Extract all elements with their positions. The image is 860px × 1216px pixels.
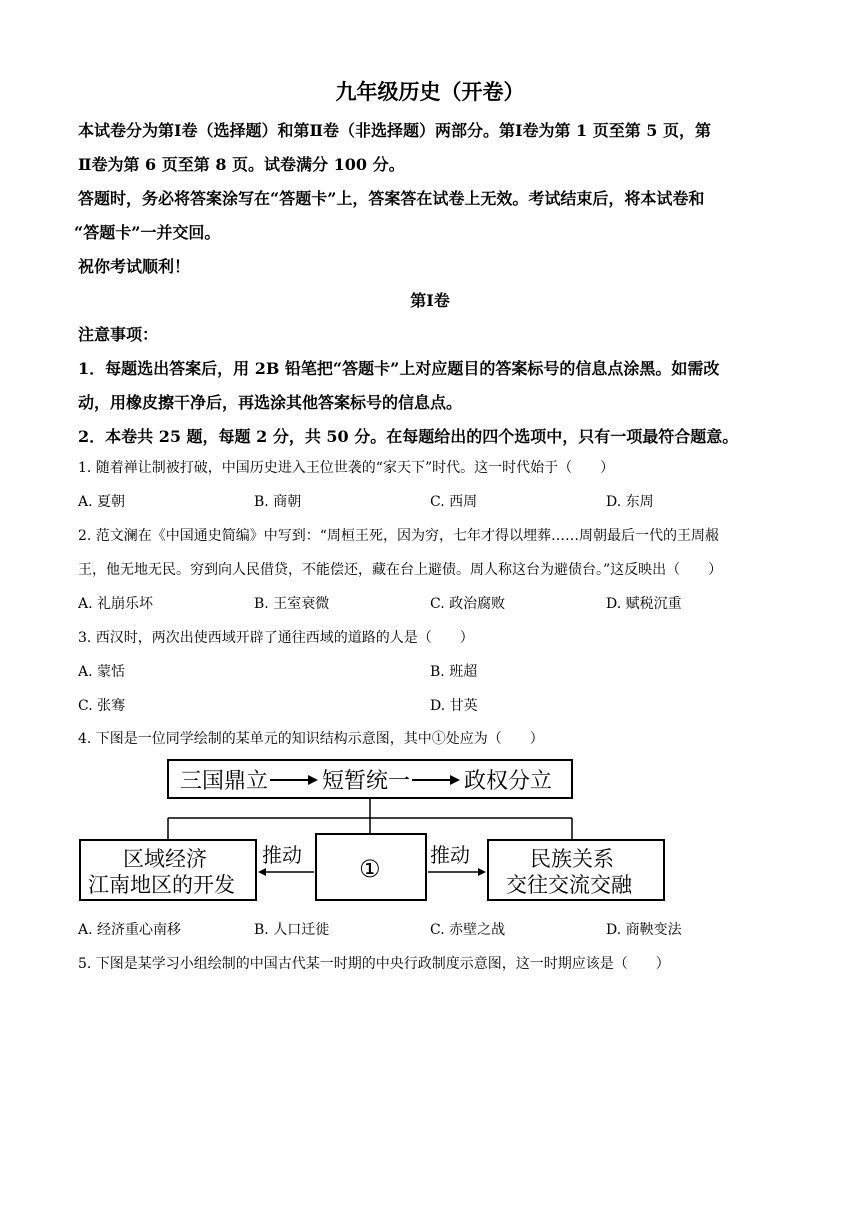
right-box-line-2: 交往交流交融	[506, 873, 632, 897]
notes-heading: 注意事项：	[78, 325, 159, 344]
note-1a: 1．每题选出答案后，用 2B 铅笔把“答题卡”上对应题目的答案标号的信息点涂黑。如需改	[78, 359, 720, 378]
push-left-label: 推动	[262, 843, 302, 867]
q3-option-b: B. 班超	[430, 664, 478, 680]
q3-option-a: A. 蒙恬	[78, 664, 126, 680]
intro-line-5: 祝你考试顺利！	[78, 257, 191, 276]
q2-stem-line-2: 王，他无地无民。穷到向人民借贷，不能偿还，藏在台上避债。周人称这台为避债台。”这反映出（ ）	[78, 562, 723, 578]
section-title: 第Ⅰ卷	[410, 291, 450, 310]
note-1b: 动，用橡皮擦干净后，再选涂其他答案标号的信息点。	[78, 393, 463, 412]
q2-option-a: A. 礼崩乐坏	[78, 596, 154, 612]
q2-option-d: D. 赋税沉重	[606, 596, 682, 612]
q5-stem: 5. 下图是某学习小组绘制的中国古代某一时期的中央行政制度示意图，这一时期应该是（ ）	[78, 956, 670, 972]
q1-option-c: C. 西周	[430, 494, 478, 510]
q1-option-b: B. 商朝	[254, 494, 302, 510]
right-box-line-1: 民族关系	[530, 847, 614, 871]
intro-line-2: Ⅱ卷为第 6 页至第 8 页。试卷满分 100 分。	[78, 155, 405, 174]
q2-option-c: C. 政治腐败	[430, 596, 506, 612]
push-left-arrow-head	[258, 868, 266, 876]
push-right-arrow-head	[478, 868, 486, 876]
intro-line-4: “答题卡”一并交回。	[74, 223, 221, 242]
q4-structure-diagram	[78, 758, 668, 908]
q1-option-d: D. 东周	[606, 494, 654, 510]
exam-title: 九年级历史（开卷）	[335, 79, 525, 104]
q3-stem: 3. 西汉时，两次出使西域开辟了通往西域的道路的人是（ ）	[78, 630, 474, 646]
q3-option-c: C. 张骞	[78, 698, 126, 714]
top-chain-item-2: 短暂统一	[322, 769, 411, 794]
center-box-label: ①	[359, 855, 381, 883]
q4-option-c: C. 赤壁之战	[430, 922, 506, 938]
intro-line-3: 答题时，务必将答案涂写在“答题卡”上，答案答在试卷上无效。考试结束后，将本试卷和	[78, 189, 705, 208]
note-2: 2．本卷共 25 题，每题 2 分，共 50 分。在每题给出的四个选项中，只有一项最符合题意。	[78, 427, 739, 446]
left-box-line-1: 区域经济	[123, 847, 207, 871]
q3-option-d: D. 甘英	[430, 698, 478, 714]
push-right-label: 推动	[430, 843, 470, 867]
top-chain-item-1: 三国鼎立	[180, 769, 269, 794]
q1-stem: 1. 随着禅让制被打破，中国历史进入王位世袭的“家天下”时代。这一时代始于（ ）	[78, 460, 615, 476]
left-box-line-2: 江南地区的开发	[88, 873, 235, 897]
q2-option-b: B. 王室衰微	[254, 596, 330, 612]
top-chain-item-3: 政权分立	[464, 769, 553, 794]
q1-option-a: A. 夏朝	[78, 494, 126, 510]
q4-option-b: B. 人口迁徙	[254, 922, 330, 938]
q4-stem: 4. 下图是一位同学绘制的某单元的知识结构示意图，其中①处应为（ ）	[78, 731, 544, 747]
q4-option-d: D. 商鞅变法	[606, 922, 682, 938]
intro-line-1: 本试卷分为第Ⅰ卷（选择题）和第Ⅱ卷（非选择题）两部分。第Ⅰ卷为第 1 页至第 5 页，第	[78, 121, 712, 140]
q2-stem-line-1: 2. 范文澜在《中国通史简编》中写到：“周桓王死，因为穷，七年才得以埋葬……周朝最后一代的王周赧	[78, 528, 719, 544]
q4-option-a: A. 经济重心南移	[78, 922, 182, 938]
